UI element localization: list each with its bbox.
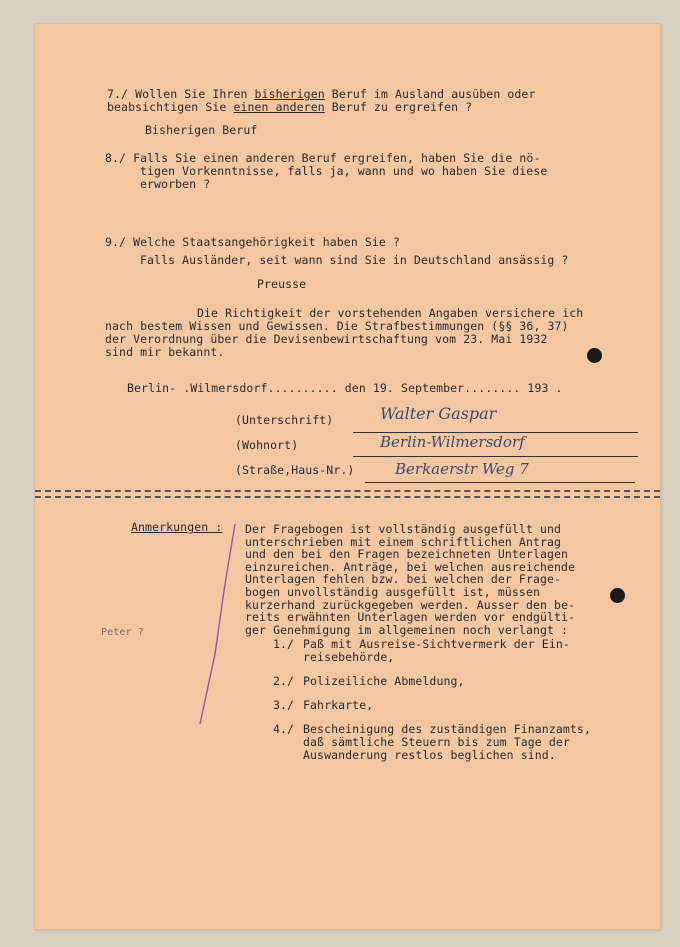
q7-text-d: Beruf zu ergreifen ? <box>324 100 473 114</box>
declaration-line4: sind mir bekannt. <box>105 345 225 359</box>
remarks-item-number: 2./ <box>273 674 295 688</box>
signature-label: (Unterschrift) <box>235 413 334 427</box>
signature-handwriting: Walter Gaspar <box>380 404 497 423</box>
q7-number: 7./ <box>107 87 129 101</box>
q7-sub-label: Bisherigen Beruf <box>145 123 258 137</box>
street-label: (Straße,Haus-Nr.) <box>235 463 355 477</box>
remarks-item-text: Polizeiliche Abmeldung, <box>303 674 465 688</box>
remarks-line: unterschrieben mit einem schriftlichen Antrag <box>245 534 562 549</box>
q7-underlined-anderen: einen anderen <box>233 100 325 114</box>
remarks-line: bogen unvollständig ausgefüllt ist, müssen <box>245 585 540 599</box>
q7-text-c: beabsichtigen Sie <box>107 100 234 114</box>
remarks-item-text: reisebehörde, <box>303 650 395 664</box>
place-date-line <box>127 382 563 395</box>
remarks-item-number: 4./ <box>273 722 295 736</box>
q7-line2 <box>107 101 472 114</box>
pencil-line <box>200 524 235 724</box>
remarks-item-text: Bescheinigung des zuständigen Finanzamts, <box>303 722 591 736</box>
margin-pencil-note: Peter ? <box>101 627 144 638</box>
remarks-line: Unterlagen fehlen bzw. bei welchen der Frage- <box>245 572 562 587</box>
q8-line3: erworben ? <box>140 177 211 191</box>
residence-label: (Wohnort) <box>235 438 299 452</box>
year-value: 193 . <box>527 381 563 395</box>
date-value: 19. September <box>372 381 465 395</box>
q8-line1: 8./ Falls Sie einen anderen Beruf ergreifen, haben Sie die nö- <box>105 151 541 165</box>
street-handwriting: Berkaerstr Weg 7 <box>395 460 529 478</box>
remarks-heading: Anmerkungen : <box>131 520 223 534</box>
remarks-item-text: Auswanderung restlos beglichen sind. <box>303 748 556 762</box>
declaration-line1: Die Richtigkeit der vorstehenden Angaben versichere ich <box>197 306 584 320</box>
remarks-line: ger Genehmigung im allgemeinen noch verlangt : <box>245 622 569 637</box>
street-line <box>365 482 635 483</box>
remarks-line: und den bei den Fragen bezeichneten Unterlagen <box>245 547 569 562</box>
q7-text-b: Beruf im Ausland ausüben oder <box>324 87 536 101</box>
separator-dashed-1 <box>35 490 660 492</box>
remarks-item-number: 3./ <box>273 698 295 712</box>
q9-answer: Preusse <box>257 277 307 291</box>
place-value: Wilmersdorf <box>190 381 268 395</box>
punch-hole-bottom <box>610 588 625 603</box>
den-label: den <box>344 381 366 395</box>
remarks-line: reits erwähnten Unterlagen werden vor endgülti- <box>245 610 576 625</box>
q7-text-a: Wollen Sie Ihren <box>135 87 255 101</box>
q8-line2: tigen Vorkenntnisse, falls ja, wann und wo haben Sie diese <box>140 164 548 178</box>
remarks-item-text: Fahrkarte, <box>303 698 374 712</box>
remarks-line: kurzerhand zurückgegeben werden. Ausser den be- <box>245 597 576 612</box>
remarks-item-text: Paß mit Ausreise-Sichtvermerk der Ein- <box>303 637 570 651</box>
declaration-line3: der Verordnung über die Devisenbewirtschaftung vom 23. Mai 1932 <box>105 332 548 346</box>
residence-handwriting: Berlin-Wilmersdorf <box>380 433 525 451</box>
dots-2: ........ <box>464 381 521 395</box>
punch-hole-top <box>587 348 602 363</box>
remarks-item-text: daß sämtliche Steuern bis zum Tage der <box>303 735 570 749</box>
place-prefix: Berlin- . <box>127 381 191 395</box>
remarks-line: Der Fragebogen ist vollständig ausgefüllt und <box>245 522 562 536</box>
form-sheet <box>35 24 660 929</box>
dots-1: .......... <box>267 381 338 395</box>
residence-line <box>353 456 638 457</box>
q9-line1: 9./ Welche Staatsangehörigkeit haben Sie ? <box>105 235 400 249</box>
declaration-line2: nach bestem Wissen und Gewissen. Die Strafbestimmungen (§§ 36, 37) <box>105 319 569 333</box>
remarks-item-number: 1./ <box>273 637 295 651</box>
q9-line2: Falls Ausländer, seit wann sind Sie in Deutschland ansässig ? <box>140 253 569 267</box>
q7-underlined-bisherigen: bisherigen <box>254 87 325 101</box>
separator-dashed-2 <box>35 496 660 498</box>
remarks-line: einzureichen. Anträge, bei welchen ausreichende <box>245 559 576 574</box>
